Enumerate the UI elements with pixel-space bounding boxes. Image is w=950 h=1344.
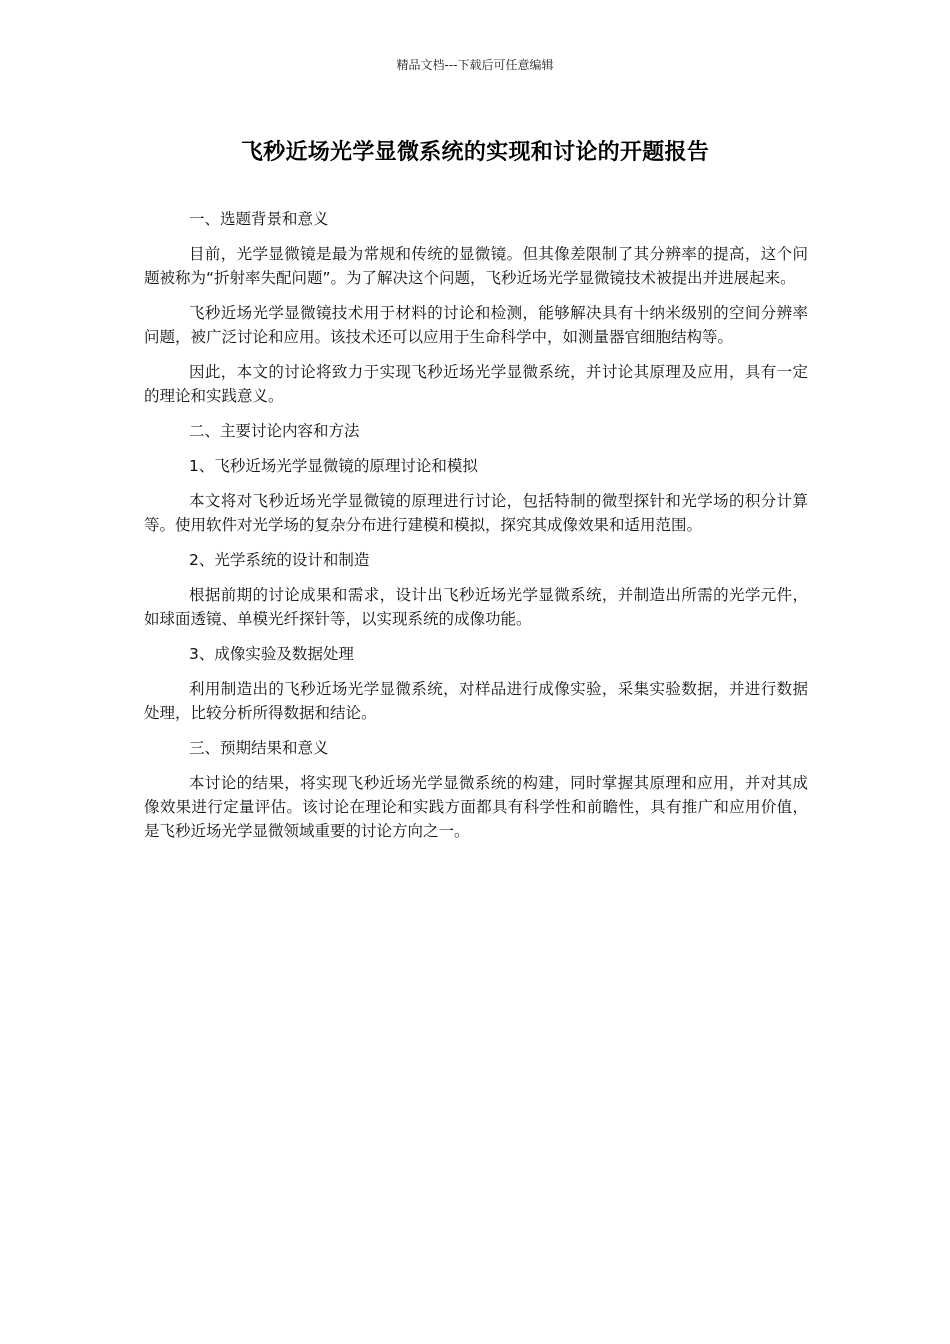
section-heading-research-content: 二、主要讨论内容和方法	[189, 422, 360, 440]
section-heading-background: 一、选题背景和意义	[189, 210, 329, 228]
section-heading-expected-results: 三、预期结果和意义	[189, 739, 329, 757]
paragraph: 因此，本文的讨论将致力于实现飞秒近场光学显微系统，并讨论其原理及应用，具有一定的理论和实践意义。	[144, 363, 808, 405]
paragraph: 利用制造出的飞秒近场光学显微系统，对样品进行成像实验，采集实验数据，并进行数据处理，比较分析所得数据和结论。	[144, 680, 808, 722]
document-body	[144, 207, 808, 854]
paragraph: 目前，光学显微镜是最为常规和传统的显微镜。但其像差限制了其分辨率的提高，这个问题被称为“折射率失配问题”。为了解决这个问题，飞秒近场光学显微镜技术被提出并进展起来。	[144, 245, 808, 287]
paragraph: 本讨论的结果，将实现飞秒近场光学显微系统的构建，同时掌握其原理和应用，并对其成像效果进行定量评估。该讨论在理论和实践方面都具有科学性和前瞻性，具有推广和应用价值，是飞秒近场光学显微领域重要的讨论方向之一。	[144, 774, 808, 840]
subsection-heading-experiment: 3、成像实验及数据处理	[189, 645, 354, 663]
paragraph: 飞秒近场光学显微镜技术用于材料的讨论和检测，能够解决具有十纳米级别的空间分辨率问题，被广泛讨论和应用。该技术还可以应用于生命科学中，如测量器官细胞结构等。	[144, 304, 808, 346]
paragraph: 根据前期的讨论成果和需求，设计出飞秒近场光学显微系统，并制造出所需的光学元件，如球面透镜、单模光纤探针等，以实现系统的成像功能。	[144, 586, 808, 628]
header-note: 精品文档---下载后可任意编辑	[396, 58, 554, 72]
document-title: 飞秒近场光学显微系统的实现和讨论的开题报告	[240, 140, 710, 165]
subsection-heading-design: 2、光学系统的设计和制造	[189, 551, 370, 569]
paragraph: 本文将对飞秒近场光学显微镜的原理进行讨论，包括特制的微型探针和光学场的积分计算等。使用软件对光学场的复杂分布进行建模和模拟，探究其成像效果和适用范围。	[144, 492, 808, 534]
subsection-heading-principle: 1、飞秒近场光学显微镜的原理讨论和模拟	[189, 457, 478, 475]
